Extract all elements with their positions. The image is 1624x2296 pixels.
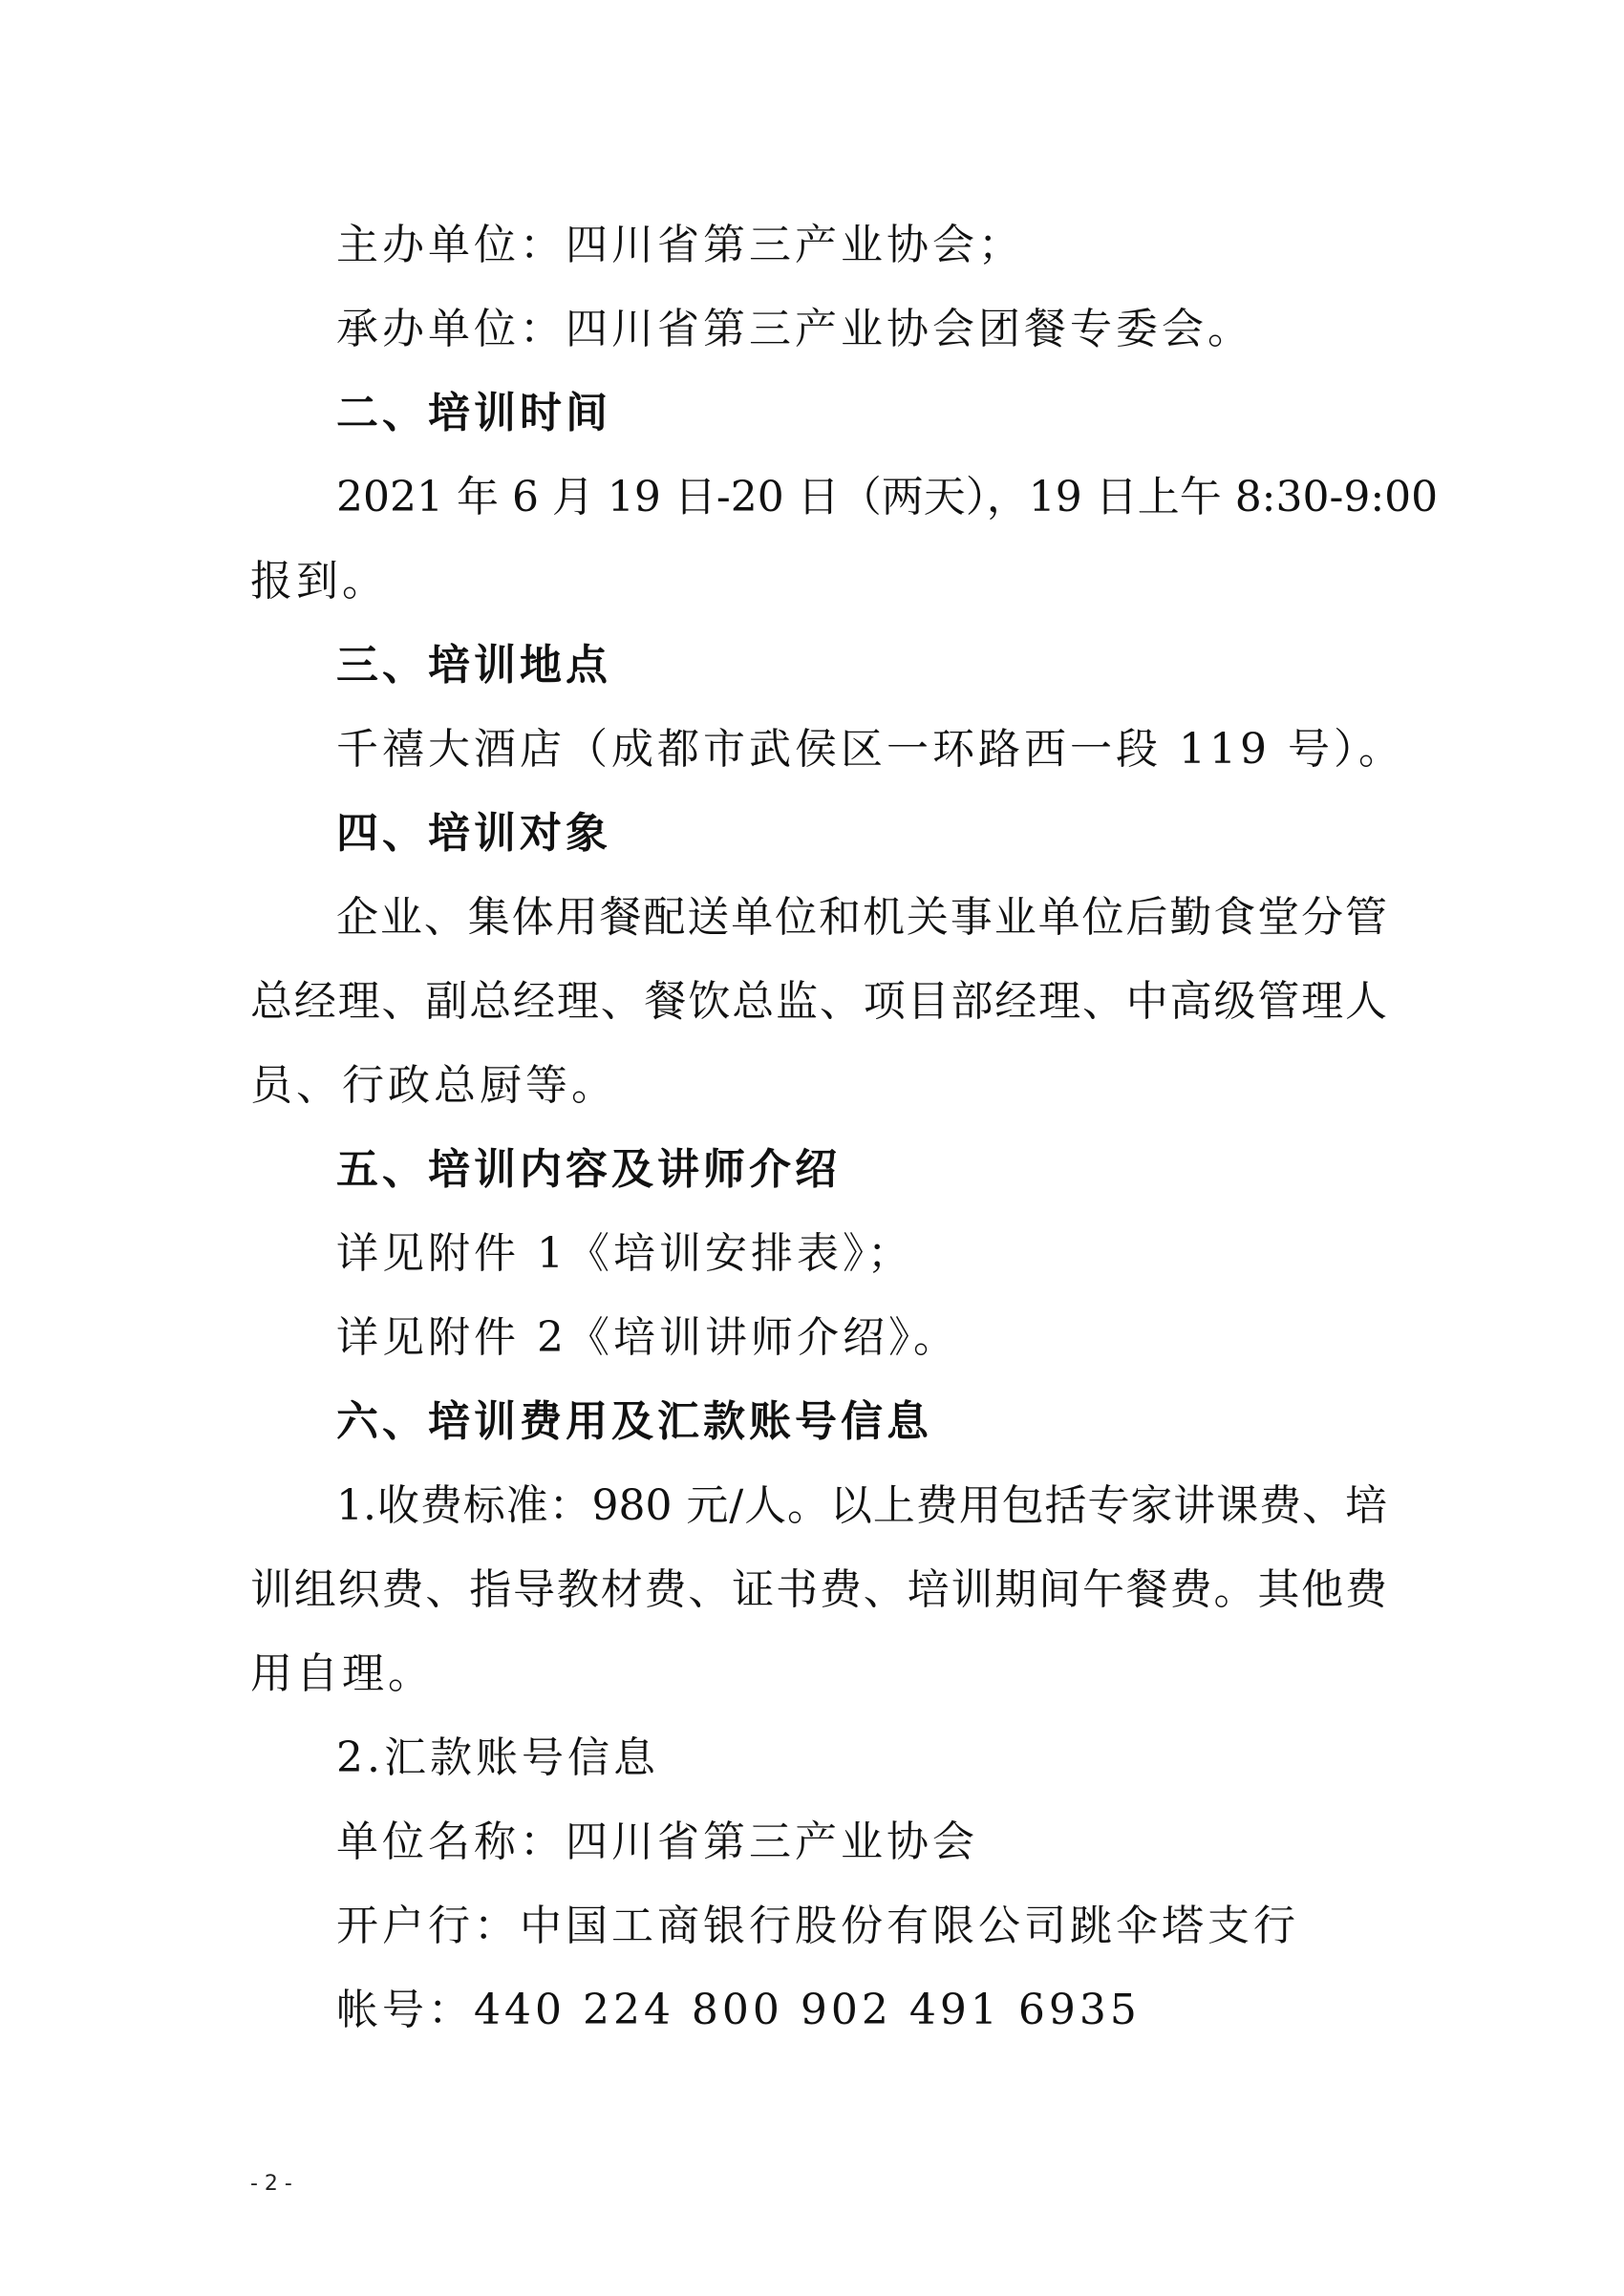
account-name-line: 单位名称：四川省第三产业协会 [336,1818,978,1866]
section-heading-training-location: 三、培训地点 [336,641,611,690]
training-audience-text-cont: 总经理、副总经理、餐饮总监、项目部经理、中高级管理人 [250,977,1387,1026]
training-audience-text-end: 员、行政总厨等。 [250,1061,617,1110]
section-heading-training-content: 五、培训内容及讲师介绍 [336,1145,841,1194]
section-heading-training-audience: 四、培训对象 [336,809,611,858]
remittance-info-heading: 2.汇款账号信息 [336,1733,659,1782]
training-audience-text: 企业、集体用餐配送单位和机关事业单位后勤食堂分管 [336,893,1387,942]
page-number: - 2 - [250,2172,292,2196]
fee-standard-text: 1.收费标准：980 元/人。以上费用包括专家讲课费、培 [336,1481,1387,1530]
co-organizer-line: 承办单位：四川省第三产业协会团餐专委会。 [336,305,1253,353]
section-heading-training-time: 二、培训时间 [336,389,611,437]
bank-line: 开户行：中国工商银行股份有限公司跳伞塔支行 [336,1902,1299,1950]
attachment-1-reference: 详见附件 1《培训安排表》； [336,1229,913,1278]
fee-standard-text-cont: 训组织费、指导教材费、证书费、培训期间午餐费。其他费 [250,1565,1387,1614]
account-number-line: 帐号：440 224 800 902 491 6935 [336,1986,1141,2034]
attachment-2-reference: 详见附件 2《培训讲师介绍》。 [336,1313,959,1362]
training-time-text: 2021 年 6 月 19 日-20 日（两天），19 日上午 8:30-9:00 [336,473,1439,521]
training-location-text: 千禧大酒店（成都市武侯区一环路西一段 119 号）。 [336,725,1404,774]
fee-standard-text-end: 用自理。 [250,1649,434,1698]
section-heading-fees-account: 六、培训费用及汇款账号信息 [336,1397,932,1446]
training-time-text-cont: 报到。 [250,557,388,606]
organizer-line: 主办单位：四川省第三产业协会； [336,221,1024,269]
